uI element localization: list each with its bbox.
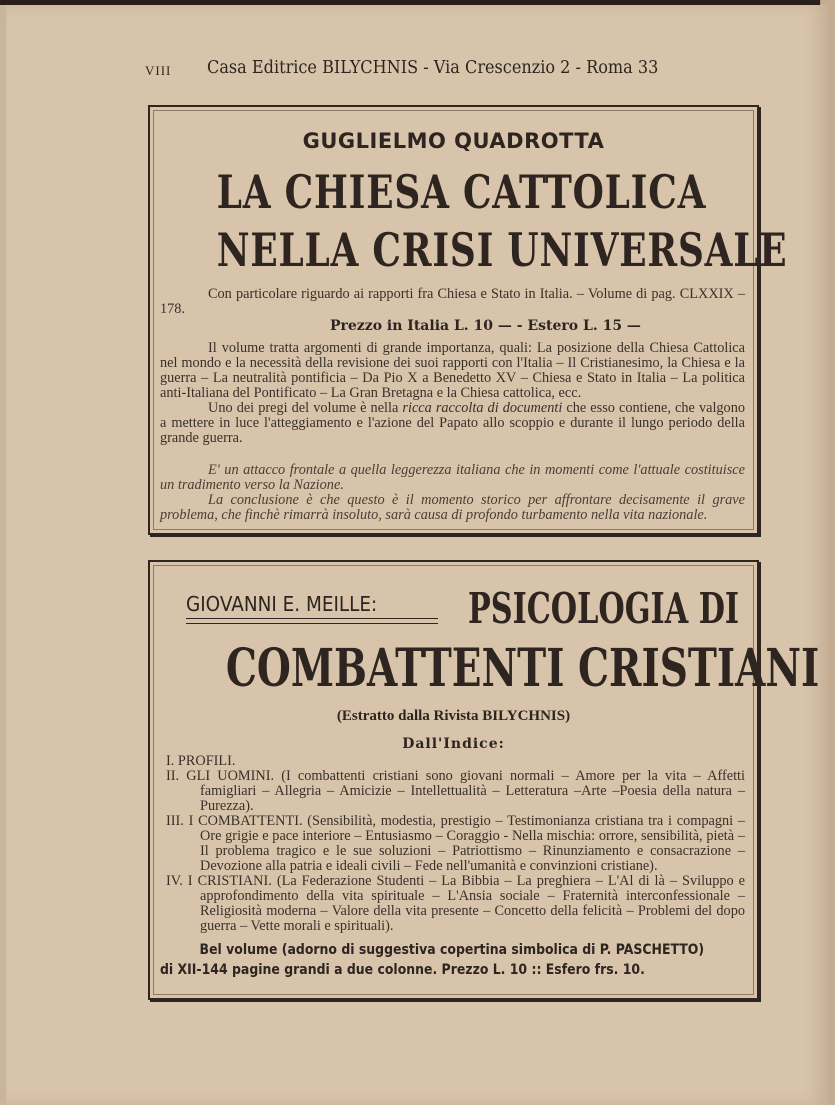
running-title: Casa Editrice BILYCHNIS - Via Crescenzio 2 - Roma 33	[207, 58, 659, 78]
ad2-final-line2: di XII-144 pagine grandi a due colonne. Prezzo L. 10 :: Esfero frs. 10.	[160, 962, 645, 978]
ad1-description-2-post: che esso contiene, che valgono a mettere in luce l'atteggiamento e l'azione del Papato allo scoppio e durante il lungo periodo della grande guerra.	[160, 400, 746, 446]
ad1-subtitle	[160, 287, 745, 317]
ad2-author: GIOVANNI E. MEILLE:	[186, 592, 378, 616]
ad2-author-underline	[186, 618, 438, 624]
ad1-description-2	[160, 401, 745, 446]
ad1-quote-1: E' un attacco frontale a quella leggerezza italiana che in momenti come l'attuale costituisce un tradimento verso la Nazione.	[160, 462, 745, 493]
ad2-final-note	[160, 940, 745, 980]
ad1-subtitle-text: Con particolare riguardo ai rapporti fra Chiesa e Stato in Italia. – Volume di pag. CLXXIX – 178.	[160, 286, 745, 317]
ad2-index-heading: Dall'Indice:	[402, 736, 505, 752]
ad1-title-line1: LA CHIESA CATTOLICA	[216, 165, 707, 219]
ad1-description-2-emphasis: ricca raccolta di documenti	[402, 400, 563, 416]
page-folio: VIII	[145, 63, 172, 78]
ad2-title-line2: COMBATTENTI CRISTIANI	[225, 638, 820, 699]
advertisement-meille	[148, 560, 820, 1000]
ad1-price: Prezzo in Italia L. 10 — - Estero L. 15 —	[330, 318, 641, 334]
ad1-description-1: Il volume tratta argomenti di grande importanza, quali: La posizione della Chiesa Cattolica nel mondo e la necessità della revisione dei suoi rapporti con l'Italia – Il Cristianesimo, la Chiesa e la guerra – La neutralità pontificia – Da Pio X a Benedetto XV – Chiesa e Stato in Italia – La politica anti-Italiana del Pontificato – La Gran Bretagna e la Chiesa cattolica, ecc.	[160, 340, 745, 401]
ad1-title-line2: NELLA CRISI UNIVERSALE	[216, 223, 788, 277]
ad1-author: GUGLIELMO QUADROTTA	[302, 129, 605, 153]
advertisement-quadrotta	[148, 105, 788, 535]
ad1-description-2-pre: Uno dei pregi del volume è nella	[208, 400, 403, 416]
page-header	[145, 58, 735, 82]
toc-item: III. I COMBATTENTI. (Sensibilità, modestia, prestigio – Testimonianza cristiana tra i compagni – Ore grigie e pace interiore – Entusiasmo – Coraggio - Nella mischia: orrore, sensibilità, pietà – Il problema tragico e le sue soluzioni – Patriottismo – Rinunziamento e consacrazione – Devozione alla patria e ideali civili – Fede nell'umanità e convinzioni cristiane).	[166, 813, 745, 874]
ad2-table-of-contents	[160, 754, 745, 934]
toc-item: I. PROFILI.	[166, 753, 236, 769]
ad2-extract-note: (Estratto dalla Rivista BILYCHNIS)	[336, 708, 571, 724]
ad1-description	[160, 341, 745, 446]
toc-item: IV. I CRISTIANI. (La Federazione Studenti – La Bibbia – La preghiera – L'Al di là – Sviluppo e approfondimento della vita spirituale – L'Ansia sociale – Fraternità interconfessionale – Religiosità moderna – Valore della vita presente – Concetto della felicità – Problemi del dopo guerra – Vette morali e spirituali).	[166, 873, 745, 934]
toc-item: II. GLI UOMINI. (I combattenti cristiani sono giovani normali – Amore per la vita – Affetti famigliari – Allegria – Amicizie – Intellettualità – Letteratura –Arte –Poesia della natura – Purezza).	[166, 768, 745, 814]
ad1-quotes	[160, 463, 745, 523]
ad1-quote-2: La conclusione è che questo è il momento storico per affrontare decisamente il grave problema, che finchè rimarrà insoluto, sarà causa di profondo turbamento nella vita nazionale.	[160, 492, 745, 523]
ad2-final-line1: Bel volume (adorno di suggestiva copertina simbolica di P. PASCHETTO)	[199, 942, 705, 958]
ad2-title-line1: PSICOLOGIA DI	[468, 584, 740, 633]
